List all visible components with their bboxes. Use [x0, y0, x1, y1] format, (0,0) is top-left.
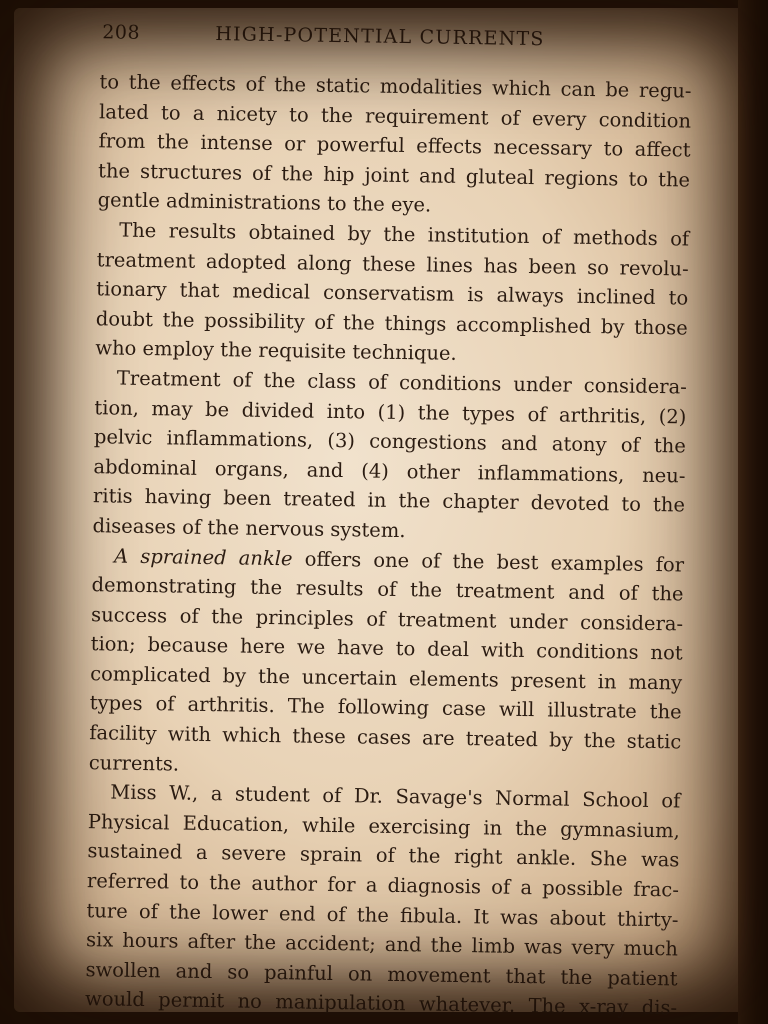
paragraph-5: [85, 777, 681, 1023]
italic-lead: A sprained ankle: [113, 544, 293, 570]
text-line: gentle administrations to the eye.: [97, 188, 432, 217]
text-line: lated to a nicety to the requirement of every condition: [98, 99, 692, 133]
text-line: ture of the lower end of the fibula. It was about thirty-: [86, 898, 679, 932]
paragraph-2: [95, 215, 689, 372]
paragraph-1: [97, 67, 691, 224]
first-line-rest: offers one of the best examples for: [292, 546, 685, 576]
text-line: six hours after the accident; and the limb was very much: [85, 928, 679, 961]
text-line: referred to the author for a diagnosis of a possible frac-: [86, 869, 680, 902]
paragraph-3: [92, 363, 687, 550]
text-line: the structures of the hip joint and gluteal regions to the: [97, 159, 691, 192]
text-line: treatment adopted along these lines has been so revolu-: [96, 247, 689, 281]
text-line: ritis having been treated in the chapter devoted to the: [92, 484, 686, 517]
text-line: pelvic inflammations, (3) congestions and atony of the: [93, 425, 687, 458]
text-line: success of the principles of treatment under considera-: [90, 602, 684, 636]
text-line: currents.: [88, 750, 180, 776]
page-number: 208: [102, 21, 141, 44]
text-line: demonstrating the results of the treatment and of the: [91, 573, 684, 606]
text-line: from the intense or powerful effects necessary to affect: [98, 129, 691, 162]
text-line: to the effects of the static modalities which can be regu-: [99, 70, 692, 103]
text-line: who employ the requisite technique.: [95, 336, 457, 366]
text-line: Miss W., a student of Dr. Savage's Normal School of: [110, 780, 681, 813]
text-line: tion; because here we have to deal with conditions not: [90, 632, 683, 665]
text-line: sustained a severe sprain of the right ankle. She was: [87, 839, 680, 872]
text-line: tion, may be divided into (1) the types of arthritis, (2): [94, 395, 687, 429]
text-line: facility with which these cases are treated by the static: [89, 721, 682, 754]
text-line: doubt the possibility of the things accomplished by those: [95, 306, 688, 340]
text-line: tionary that medical conservatism is always inclined to: [96, 277, 689, 310]
text-line: would permit no manipulation whatever. The x-ray dis-: [84, 987, 678, 1020]
text-line: complicated by the uncertain elements present in many: [90, 662, 683, 695]
text-line: Treatment of the class of conditions under considera-: [116, 366, 687, 399]
text-line: Physical Education, while exercising in the gymnasium,: [87, 809, 681, 843]
text-line: abdominal organs, and (4) other inflammations, neu-: [93, 454, 686, 488]
text-line: swollen and so painful on movement that the patient: [85, 957, 678, 991]
body-text: [85, 67, 692, 1023]
paragraph-4: [89, 541, 685, 787]
text-line: types of arthritis. The following case will illustrate the: [89, 691, 682, 724]
text-line: The results obtained by the institution of methods of: [119, 218, 690, 251]
running-title: HIGH-POTENTIAL CURRENTS: [215, 23, 545, 51]
text-line: diseases of the nervous system.: [92, 514, 406, 542]
